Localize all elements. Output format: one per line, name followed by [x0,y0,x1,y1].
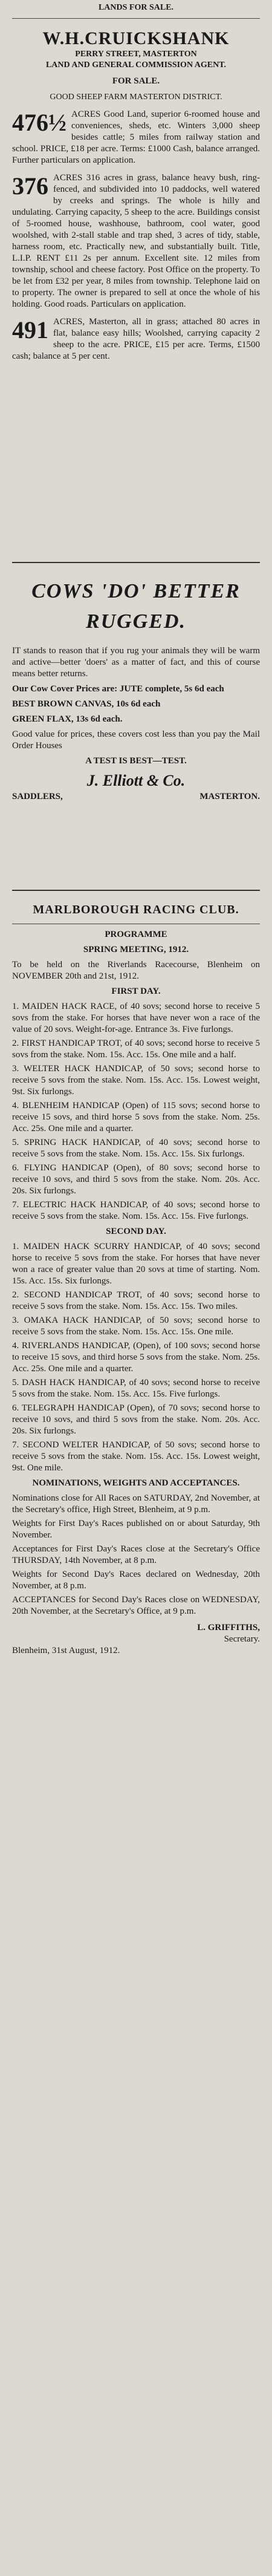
town: MASTERTON. [199,792,260,801]
race-entry: 6. TELEGRAPH HANDICAP (Open), of 70 sovs; second horse to receive 10 sovs, and third 5 sovs from the stake. Nom. 20s. Acc. 20s. Six furlongs. [12,1403,260,1436]
race-entry: 4. BLENHEIM HANDICAP (Open) of 115 sovs; second horse to receive 15 sovs, and third horse 5 sovs from the stake. Nom. 25s. Acc. 25s. One mile and a quarter. [12,1101,260,1133]
listing [12,172,260,310]
meeting-heading: SPRING MEETING, 1912. [83,945,189,954]
firm-business: LAND AND GENERAL COMMISSION AGENT. [45,60,227,70]
race-entry: 1. MAIDEN HACK SCURRY HANDICAP, of 40 sovs; second horse to receive 5 sovs from the stake. For horses that have never won a race of greater value than 20 sovs at time of starting. Nom. 15s. Acc. 15s. Six furlongs. [12,1242,260,1286]
race-entry: 2. FIRST HANDICAP TROT, of 40 sovs; second horse to receive 5 sovs from the stake. Nom. 15s. Acc. 15s. One mile and a half. [12,1039,260,1060]
listing-acreage: 491 [12,316,48,344]
intro-heading: GOOD SHEEP FARM MASTERTON DISTRICT. [50,93,222,102]
test-slogan: A TEST IS BEST—TEST. [85,756,187,766]
top-banner: LANDS FOR SALE. [98,3,174,12]
race-entry: 2. SECOND HANDICAP TROT, of 40 sovs; second horse to receive 5 sovs from the stake. Nom. 15s. Acc. 15s. Two miles. [12,1290,260,1311]
cows-headline: COWS 'DO' BETTER [31,580,241,602]
listing-text: ACRES, Masterton, all in grass; attached 80 acres in flat, balance easy hills; Woolshed, carrying capacity 2 sheep to the acre. PRICE, £15 per acre. Terms, £1500 cash; balance at 5 per cent. [12,317,260,361]
race-entry: 1. MAIDEN HACK RACE, of 40 sovs; second horse to receive 5 sovs from the stake. For horses that have never won a race of the value of 20 sovs. Weight-for-age. Entrance 3s. Five furlongs. [12,1002,260,1034]
prices-intro: Our Cow Cover Prices are: JUTE complete, 5s 6d each [12,684,224,694]
signature-title: Secretary. [224,1634,260,1644]
listing [12,316,260,362]
listing-text: ACRES Good Land, superior 6-roomed house and conveniences, sheds, etc. Winters 3,000 sheep besides cattle; 5 miles from railway station and school. PRICE, £18 per acre. Terms: £1000 Cash, balance arranged. Further particulars on application. [12,109,260,165]
divider [12,18,260,19]
cruickshank-ad [12,24,260,563]
nominations-heading: NOMINATIONS, WEIGHTS AND ACCEPTANCES. [32,1478,240,1488]
listing-acreage: 376 [12,172,48,200]
day-1-heading: FIRST DAY. [111,986,161,996]
elliott-footer [12,791,260,803]
trade: SADDLERS, [12,792,63,801]
signature: L. GRIFFITHS, [197,1623,260,1632]
race-entry: 7. ELECTRIC HACK HANDICAP, of 40 sovs; second horse to receive 5 sovs from the stake. Nom. 15s. Acc. 15s. Five furlongs. [12,1200,260,1221]
venue: To be held on the Riverlands Racecourse, Blenheim on NOVEMBER 20th and 21st, 1912. [12,960,260,981]
race-entry: 6. FLYING HANDICAP (Open), of 80 sovs; second horse to receive 10 sovs, and third 5 sovs from the stake. Nom. 20s. Acc. 20s. Six furlongs. [12,1163,260,1196]
listing [12,109,260,166]
firm-address: PERRY STREET, MASTERTON [75,50,197,59]
race-entry: 4. RIVERLANDS HANDICAP, (Open), of 100 sovs; second horse to receive 15 sovs, and third horse 5 sovs from the stake. Nom. 25s. Acc. 25s. One mile and a quarter. [12,1341,260,1374]
price-item: BEST BROWN CANVAS, 10s 6d each [12,699,161,709]
club-name: MARLBOROUGH RACING CLUB. [33,903,239,916]
day-2-heading: SECOND DAY. [106,1227,166,1236]
for-sale-heading: FOR SALE. [112,76,160,86]
notice: Weights for First Day's Races published on or about Saturday, 9th November. [12,1519,260,1540]
notice: ACCEPTANCES for Second Day's Races close on WEDNESDAY, 20th November, at the Secretary's Office, at 9 p.m. [12,1595,260,1616]
race-entry: 3. WELTER HACK HANDICAP, of 50 sovs; second horse to receive 5 sovs from the stake. Nom. 15s. Acc. 15s. Lowest weight, 9st. Six furlongs. [12,1064,260,1097]
elliott-ad [12,563,260,891]
elliott-body: IT stands to reason that if you rug your animals they will be warm and active—better 'doers' as a matter of fact, and this of course means better returns. [12,646,260,679]
notice: Weights for Second Day's Races declared on Wednesday, 20th November, at 8 p.m. [12,1570,260,1591]
dateline: Blenheim, 31st August, 1912. [12,1646,120,1655]
value-note: Good value for prices, these covers cost less than you pay the Mail Order Houses [12,729,260,751]
race-entry: 5. SPRING HACK HANDICAP, of 40 sovs; second horse to receive 5 sovs from the stake. Nom. 15s. Acc. 15s. Six furlongs. [12,1138,260,1159]
listing-acreage: 476½ [12,109,66,136]
race-entry: 7. SECOND WELTER HANDICAP, of 50 sovs; second horse to receive 5 sovs from the stake. Nom. 15s. Acc. 15s. Lowest weight, 9st. One mile. [12,1440,260,1473]
firm-name: W.H.CRUICKSHANK [42,28,230,48]
racing-ad [12,891,260,1664]
notice: Acceptances for First Day's Races close at the Secretary's Office THURSDAY, 14th November, at 8 p.m. [12,1544,260,1565]
notice: Nominations close for All Races on SATURDAY, 2nd November, at the Secretary's office, High Street, Blenheim, at 9 p.m. [12,1493,260,1515]
programme-heading: PROGRAMME [105,930,167,939]
elliott-firm: J. Elliott & Co. [86,772,186,789]
price-item: GREEN FLAX, 13s 6d each. [12,714,123,724]
rugged-headline: RUGGED. [85,610,187,633]
listing-text: ACRES 316 acres in grass, balance heavy bush, ring-fenced, and subdivided into 10 paddocks, well watered by creeks and springs. The whole is hilly and undulating. Carrying capacity, 5 sheep to the acre. Buildings consist of 5-roomed house, washhouse, bathroom, cool water, good woolshed, with 2-stall stable and trap shed, 3 acres of tidy, stable, harness room, etc. Practically new, and substantially built. Title, L.I.P. RENT £11 2s per annum. Excellent site. 12 miles from township, school and cheese factory. Post Office on the property. To be let from £32 per year, 8 miles from township. Telephone laid on to property. The owner is prepared to sell at once the whole of his holding. Good roads. Particulars on application. [12,173,260,309]
race-entry: 3. OMAKA HACK HANDICAP, of 50 sovs; second horse to receive 5 sovs from the stake. Nom. 15s. Acc. 15s. One mile. [12,1316,260,1337]
race-entry: 5. DASH HACK HANDICAP, of 40 sovs; second horse to receive 5 sovs from the stake. Nom. 15s. Acc. 15s. Five furlongs. [12,1378,260,1399]
